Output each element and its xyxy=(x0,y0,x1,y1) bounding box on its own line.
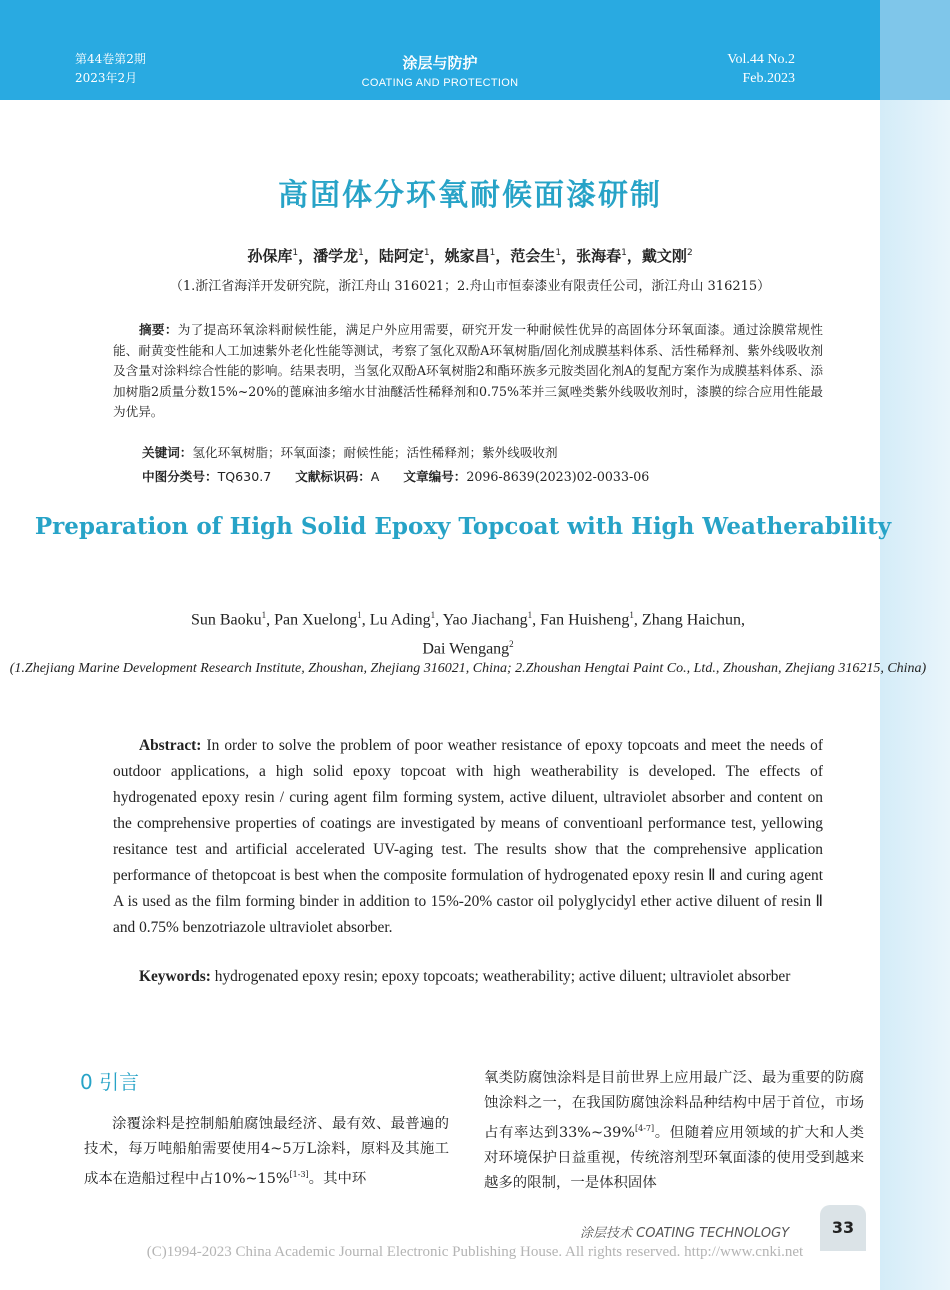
author-cn: 姚家昌 xyxy=(444,247,490,265)
author-en: Lu Ading xyxy=(369,611,431,629)
abstract-cn xyxy=(113,320,823,423)
volume-en: Vol.44 No.2 xyxy=(727,52,795,67)
body-text: 。但随着应用领域的扩大和人类对环境保护日益重视，传统溶剂型环氧面漆的使用受到越来越多的限制，一是体积固体 xyxy=(484,1124,864,1191)
date-cn: 2023年2月 xyxy=(75,71,138,85)
article-no-label: 文章编号： xyxy=(403,469,467,484)
author-list-cn: 孙保库$^1$，潘学龙$^1$，陆阿定$^1$，姚家昌$^1$，范会生$^1$，张海春$^1$，戴文刚$^2$ xyxy=(247,247,693,265)
footer-journal-name: 涂层技术 COATING TECHNOLOGY xyxy=(580,1226,790,1241)
date-en: Feb.2023 xyxy=(742,71,795,86)
author-en: Dai Wengang xyxy=(422,640,510,658)
body-text: 。其中环 xyxy=(308,1170,367,1187)
article-no-value: 2096-8639(2023)02-0033-06 xyxy=(466,469,650,484)
abstract-text-cn: 为了提高环氧涂料耐候性能，满足户外应用需要，研究开发一种耐候性优异的高固体分环氧面漆。通过涂膜常规性能、耐黄变性能和人工加速紫外老化性能等测试，考察了氢化双酚A环氧树脂/固化剂成膜基料体系、活性稀释剂、紫外线吸收剂及含量对涂料综合性能的影响。结果表明，当氢化双酚A环氧树脂2和酯环族多元胺类固化剂A的复配方案作为成膜基料体系、添加树脂2质量分数15%~20%的蓖麻油多缩水甘油醚活性稀释剂和0.75%苯并三氮唑类紫外线吸收剂时，漆膜的综合应用性能最为优异。 xyxy=(113,322,824,419)
keywords-label-en: Keywords: xyxy=(139,968,211,985)
affiliation-en: (1.Zhejiang Marine Development Research Institute, Zhoushan, Zhejiang 316021, China; 2.Zhoushan Hengtai Paint Co., Ltd., Zhoushan, Zhejiang 316215, China) xyxy=(9,661,927,676)
author-en: Zhang Haichun xyxy=(641,611,741,629)
volume-cn: 第44卷第2期 xyxy=(75,52,146,66)
issue-info-en xyxy=(727,50,795,88)
author-cn: 陆阿定 xyxy=(378,247,424,265)
author-en: Pan Xuelong xyxy=(274,611,358,629)
classification-row xyxy=(142,466,649,485)
keywords-text-cn: 氢化环氧树脂；环氧面漆；耐候性能；活性稀释剂；紫外线吸收剂 xyxy=(192,445,558,460)
doc-code-label: 文献标识码： xyxy=(295,469,371,484)
author-en: Yao Jiachang xyxy=(442,611,528,629)
keywords-cn xyxy=(142,442,558,461)
body-text: 涂覆涂料是控制船舶腐蚀最经济、最有效、最普遍的技术，每万吨船舶需要使用4~5万L涂料，原料及其施工成本在造船过程中占10%~15% xyxy=(84,1116,449,1187)
citation: [4-7] xyxy=(634,1124,655,1133)
paper-title-en: Preparation of High Solid Epoxy Topcoat with High Weatherability xyxy=(34,513,892,540)
clc-label: 中图分类号： xyxy=(142,469,218,484)
paper-title-cn: 高固体分环氧耐候面漆研制 xyxy=(278,178,662,213)
journal-name-en: COATING AND PROTECTION xyxy=(361,77,519,89)
author-list-en: Sun Baoku$^1$, Pan Xuelong$^1$, Lu Ading$^1$, Yao Jiachang$^1$, Fan Huisheng$^1$, Zhang Haichun, Dai Wengang$^2$ xyxy=(190,610,745,658)
page-number: 33 xyxy=(820,1205,866,1251)
abstract-text-en: In order to solve the problem of poor weather resistance of epoxy topcoats and meet the needs of outdoor applications, a high solid epoxy topcoat with high weatherability is developed. The effects of hydrogenated epoxy resin / curing agent film forming system, active diluent, ultraviolet absorber and content on the comprehensive properties of coatings are investigated by means of conventioanl performance test, yellowing resitance test and artificial accelerated UV-aging test. The results show that the comprehensive application performance of thetopcoat is best when the composite formulation of hydrogenated epoxy resin Ⅱ and curing agent A is used as the film forming binder in addition to 15%-20% castor oil polyglycidyl ether active diluent of resin Ⅱ and 0.75% benzotriazole ultraviolet absorber. xyxy=(113,737,823,936)
abstract-label-en: Abstract: xyxy=(139,737,202,754)
body-text: 氧类防腐蚀涂料是目前世界上应用最广泛、最为重要的防腐蚀涂料之一，在我国防腐蚀涂料品种结构中居于首位，市场占有率达到33%~39% xyxy=(484,1070,864,1141)
author-cn: 孙保库 xyxy=(247,247,293,265)
citation: [1-3] xyxy=(289,1170,309,1179)
author-cn: 范会生 xyxy=(510,247,556,265)
keywords-text-en: hydrogenated epoxy resin; epoxy topcoats; weatherability; active diluent; ultraviolet absorber xyxy=(214,968,791,985)
affiliation-cn: （1.浙江省海洋开发研究院，浙江舟山 316021；2.舟山市恒泰漆业有限责任公司，浙江舟山 316215） xyxy=(169,279,771,294)
journal-header xyxy=(0,0,880,100)
body-column-right xyxy=(484,1066,864,1196)
author-en: Sun Baoku xyxy=(190,611,262,629)
author-en: Fan Huisheng xyxy=(540,611,630,629)
author-cn: 戴文刚 xyxy=(641,247,687,265)
keywords-label-cn: 关键词： xyxy=(142,445,193,460)
journal-name-cn: 涂层与防护 xyxy=(402,54,478,72)
section-heading: 0 引言 xyxy=(80,1070,140,1094)
keywords-en xyxy=(113,964,823,990)
copyright-watermark: (C)1994-2023 China Academic Journal Electronic Publishing House. All rights reserved. http://www.cnki.net xyxy=(146,1244,804,1260)
author-cn: 张海春 xyxy=(576,247,622,265)
body-column-left xyxy=(84,1112,449,1192)
author-cn: 潘学龙 xyxy=(313,247,359,265)
clc-value: TQ630.7 xyxy=(217,469,272,484)
abstract-label-cn: 摘要： xyxy=(139,322,178,337)
abstract-en xyxy=(113,733,823,941)
doc-code-value: A xyxy=(370,469,380,484)
